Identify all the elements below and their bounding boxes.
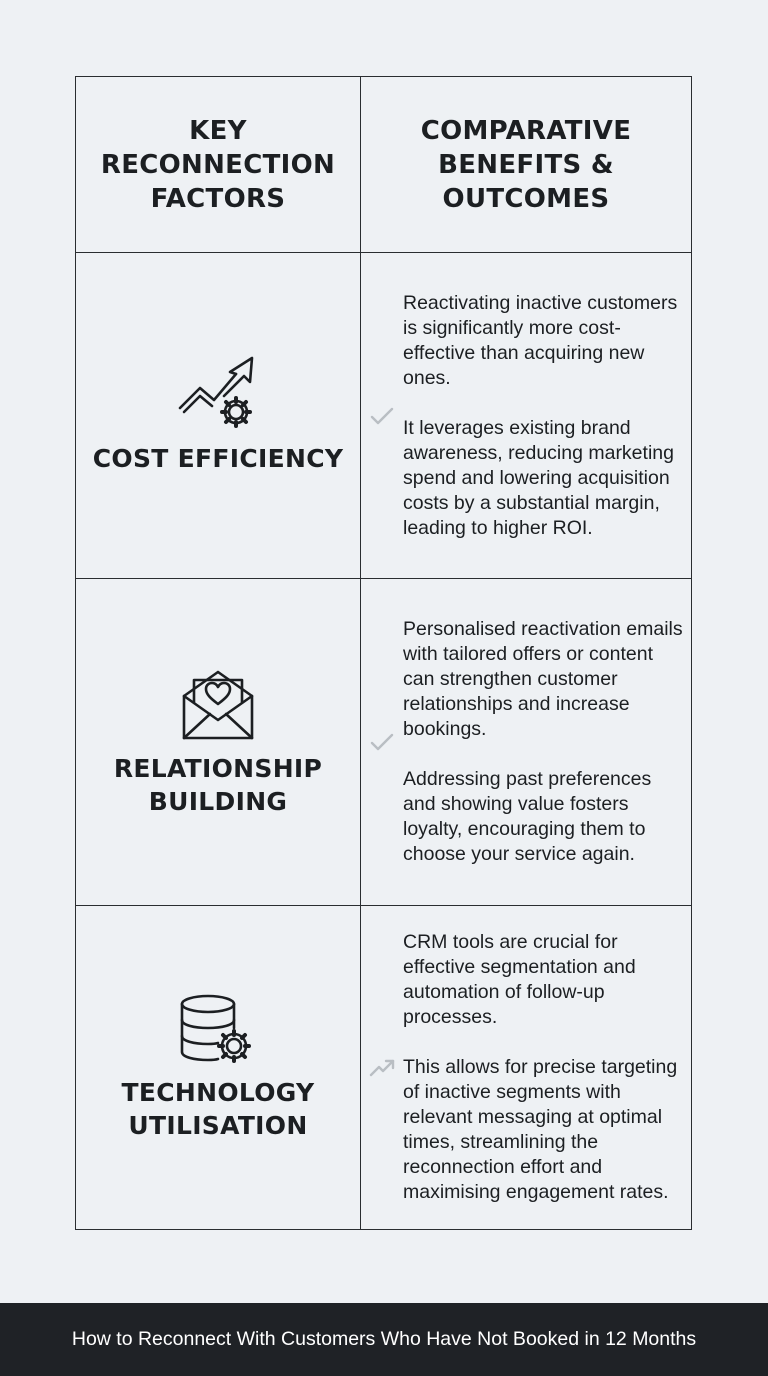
benefit-relationship-building: [361, 579, 691, 906]
footer-bar: [0, 1303, 768, 1376]
benefit-text: This allows for precise targeting of inactive segments with relevant messaging at optimal times, streamlining the reconnection effort and maximising engagement rates.: [403, 1056, 678, 1203]
factor-label: RELATIONSHIP BUILDING: [113, 754, 323, 816]
header-factors-label: KEY RECONNECTION FACTORS: [100, 115, 336, 214]
factor-label: COST EFFICIENCY: [92, 444, 344, 473]
header-benefits: [361, 77, 691, 253]
benefit-text: Addressing past preferences and showing value fosters loyalty, encouraging them to choose your service again.: [403, 768, 652, 865]
envelope-heart-icon: [180, 666, 256, 742]
benefit-text: Personalised reactivation emails with tailored offers or content can strengthen customer relationships and increase bookings.: [403, 618, 683, 740]
benefit-text: Reactivating inactive customers is significantly more cost-effective than acquiring new ones.: [403, 291, 678, 389]
benefit-text: CRM tools are crucial for effective segmentation and automation of follow-up processes.: [403, 931, 636, 1028]
header-factors: [76, 77, 361, 253]
benefit-technology-utilisation: [361, 906, 691, 1229]
factor-technology-utilisation: [76, 906, 361, 1229]
factor-cost-efficiency: [76, 253, 361, 579]
header-benefits-label: COMPARATIVE BENEFITS & OUTCOMES: [420, 115, 632, 214]
check-icon: [369, 405, 395, 427]
comparison-table: [75, 76, 692, 1230]
database-gear-icon: [180, 994, 256, 1066]
benefit-text: It leverages existing brand awareness, reducing marketing spend and lowering acquisition costs by a substantial margin, leading to higher ROI.: [403, 416, 674, 539]
factor-relationship-building: [76, 579, 361, 906]
growth-chart-gear-icon: [178, 356, 258, 432]
check-icon: [369, 731, 395, 753]
footer-title: How to Reconnect With Customers Who Have Not Booked in 12 Months: [71, 1328, 697, 1350]
trend-up-icon: [369, 1057, 395, 1079]
factor-label: TECHNOLOGY UTILISATION: [121, 1077, 315, 1140]
benefit-cost-efficiency: [361, 253, 691, 579]
